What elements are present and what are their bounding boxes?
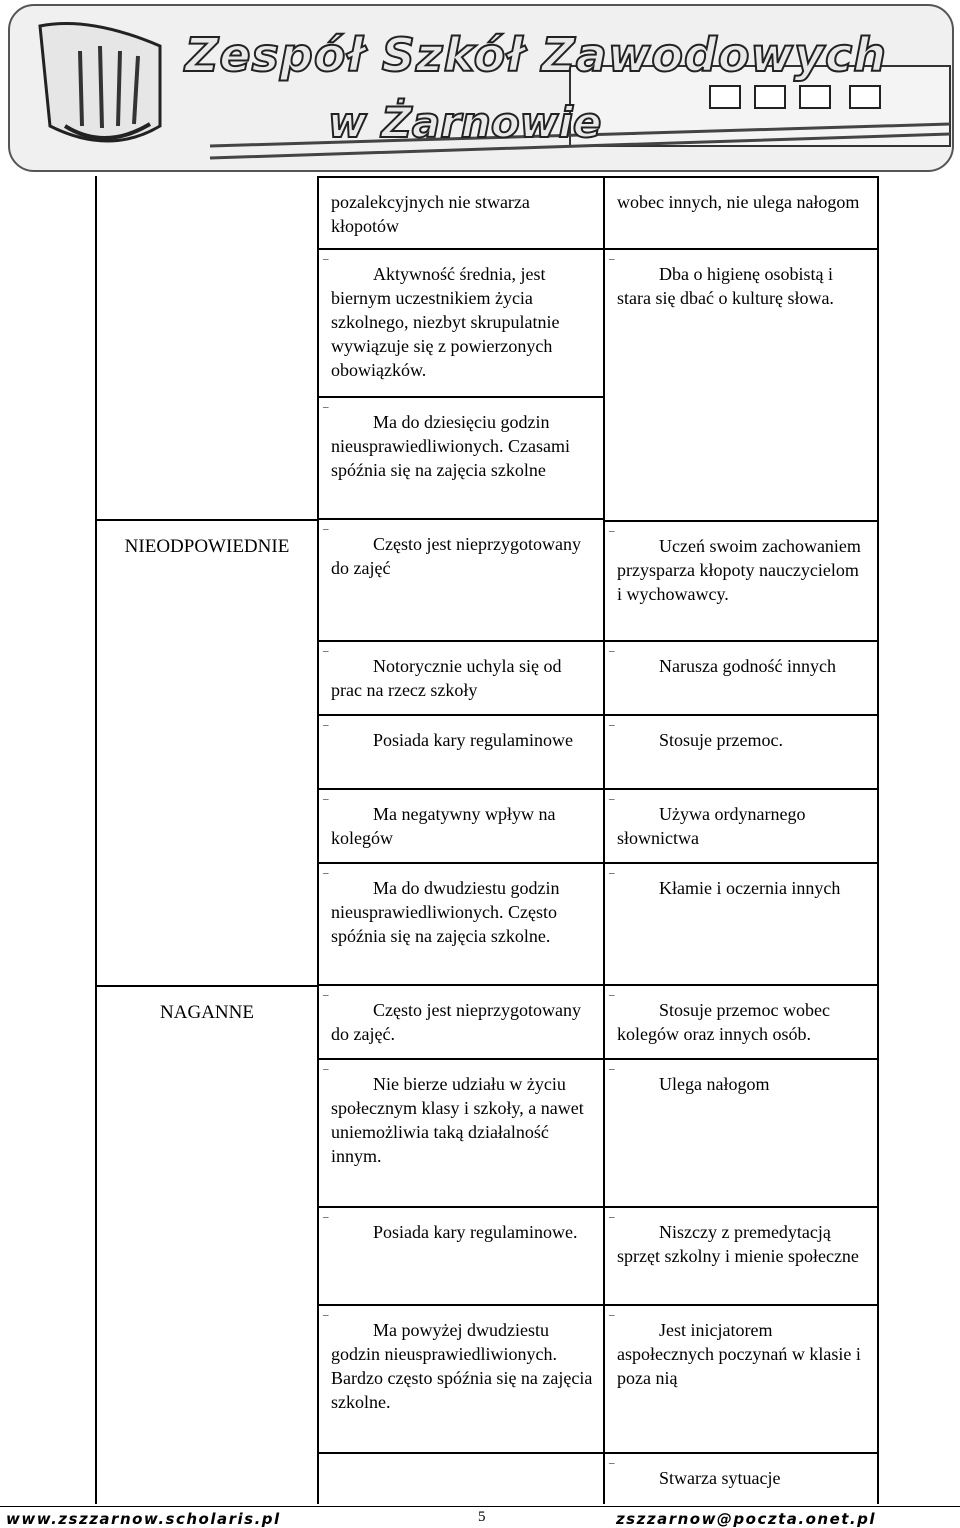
table-cell-item xyxy=(605,790,877,864)
cell-text: Ma do dwudziestu godzin nieusprawiedliwionych. Często spóźnia się na zajęcia szkolne. xyxy=(331,878,560,946)
dash-bullet-icon: – xyxy=(323,793,329,805)
table-cell-item xyxy=(605,1454,877,1504)
dash-bullet-icon: – xyxy=(609,989,615,1001)
attitude-cell xyxy=(604,520,878,986)
cell-text: pozalekcyjnych nie stwarza kłopotów xyxy=(331,192,530,236)
table-cell-item xyxy=(605,642,877,716)
category-cell xyxy=(96,176,318,520)
table-cell-item xyxy=(605,176,877,250)
table-row xyxy=(96,520,878,986)
school-header-banner xyxy=(8,4,954,172)
dash-bullet-icon: – xyxy=(609,253,615,265)
table-cell-item xyxy=(319,1208,603,1306)
behavior-cell xyxy=(318,986,604,1504)
dash-bullet-icon: – xyxy=(323,989,329,1001)
dash-bullet-icon: – xyxy=(323,867,329,879)
table-cell-item xyxy=(319,398,603,520)
table-cell-item xyxy=(605,250,877,520)
dash-bullet-icon: – xyxy=(323,523,329,535)
footer-divider xyxy=(0,1506,960,1507)
table-cell-item xyxy=(319,864,603,986)
table-cell-item xyxy=(319,1454,603,1504)
dash-bullet-icon: – xyxy=(609,867,615,879)
cell-text: Nie bierze udziału w życiu społecznym klasy i szkoły, a nawet uniemożliwia taką działalność innym. xyxy=(331,1074,584,1166)
cell-text: Notorycznie uchyla się od prac na rzecz szkoły xyxy=(331,656,562,700)
school-name-line2: w Żarnowie xyxy=(328,98,602,147)
cell-text: Często jest nieprzygotowany do zajęć. xyxy=(331,1000,581,1044)
cell-text: Stwarza sytuacje xyxy=(659,1468,781,1488)
table-cell-item xyxy=(605,1306,877,1454)
dash-bullet-icon: – xyxy=(609,1309,615,1321)
table-cell-item xyxy=(319,790,603,864)
school-name-line1: Zespół Szkół Zawodowych xyxy=(185,28,887,82)
behavior-cell xyxy=(318,520,604,986)
cell-text: Często jest nieprzygotowany do zajęć xyxy=(331,534,581,578)
dash-bullet-icon: – xyxy=(323,1211,329,1223)
category-label: NAGANNE xyxy=(160,1002,254,1023)
table-cell-item xyxy=(319,520,603,642)
table-cell-item xyxy=(605,716,877,790)
cell-text: Posiada kary regulaminowe xyxy=(373,730,573,750)
dash-bullet-icon: – xyxy=(609,793,615,805)
cell-text: Ma do dziesięciu godzin nieusprawiedliwionych. Czasami spóźnia się na zajęcia szkolne xyxy=(331,412,570,480)
table-cell-item xyxy=(319,986,603,1060)
dash-bullet-icon: – xyxy=(323,645,329,657)
cell-text: Używa ordynarnego słownictwa xyxy=(617,804,806,848)
table-cell-item xyxy=(605,1208,877,1306)
cell-text: Niszczy z premedytacją sprzęt szkolny i mienie społeczne xyxy=(617,1222,859,1266)
dash-bullet-icon: – xyxy=(323,719,329,731)
cell-text: Jest inicjatorem aspołecznych poczynań w klasie i poza nią xyxy=(617,1320,861,1388)
category-cell xyxy=(96,986,318,1504)
dash-bullet-icon: – xyxy=(323,1309,329,1321)
cell-text: Stosuje przemoc wobec kolegów oraz innych osób. xyxy=(617,1000,830,1044)
table-row xyxy=(96,986,878,1504)
table-cell-item xyxy=(319,250,603,398)
cell-text: Ulega nałogom xyxy=(659,1074,770,1094)
table-cell-item xyxy=(605,520,877,642)
dash-bullet-icon: – xyxy=(609,645,615,657)
cell-text: Uczeń swoim zachowaniem przysparza kłopoty nauczycielom i wychowawcy. xyxy=(617,536,861,604)
table-cell-item xyxy=(319,1306,603,1454)
attitude-cell xyxy=(604,986,878,1504)
category-cell xyxy=(96,520,318,986)
attitude-cell xyxy=(604,176,878,520)
dash-bullet-icon: – xyxy=(609,719,615,731)
cell-text: Aktywność średnia, jest biernym uczestnikiem życia szkolnego, niezbyt skrupulatnie wywiązuje się z powierzonych obowiązków. xyxy=(331,264,560,380)
page-footer xyxy=(0,1506,960,1528)
behavior-criteria-table xyxy=(95,176,879,1504)
cell-text: Ma negatywny wpływ na kolegów xyxy=(331,804,556,848)
table-cell-item xyxy=(605,864,877,986)
cell-text: Narusza godność innych xyxy=(659,656,836,676)
table-cell-item xyxy=(319,1060,603,1208)
footer-website-link[interactable]: www.zszzarnow.scholaris.pl xyxy=(6,1510,281,1528)
category-label: NIEODPOWIEDNIE xyxy=(124,536,290,557)
table-cell-item xyxy=(319,642,603,716)
cell-text: Posiada kary regulaminowe. xyxy=(373,1222,578,1242)
cell-text: Dba o higienę osobistą i stara się dbać o kulturę słowa. xyxy=(617,264,834,308)
page-number: 5 xyxy=(478,1509,486,1525)
table-cell-item xyxy=(319,716,603,790)
table-row xyxy=(96,176,878,520)
dash-bullet-icon: – xyxy=(609,1063,615,1075)
cell-text: Ma powyżej dwudziestu godzin nieusprawiedliwionych. Bardzo często spóźnia się na zajęcia szkolne. xyxy=(331,1320,593,1412)
dash-bullet-icon: – xyxy=(323,1063,329,1075)
dash-bullet-icon: – xyxy=(609,1211,615,1223)
dash-bullet-icon: – xyxy=(323,253,329,265)
behavior-cell xyxy=(318,176,604,520)
table-cell-item xyxy=(605,1060,877,1208)
dash-bullet-icon: – xyxy=(323,401,329,413)
table-cell-item xyxy=(605,986,877,1060)
dash-bullet-icon: – xyxy=(609,525,615,537)
dash-bullet-icon: – xyxy=(609,1457,615,1469)
cell-text: wobec innych, nie ulega nałogom xyxy=(617,192,860,212)
footer-email-link[interactable]: zszzarnow@poczta.onet.pl xyxy=(615,1510,876,1528)
cell-text: Stosuje przemoc. xyxy=(659,730,783,750)
cell-text: Kłamie i oczernia innych xyxy=(659,878,841,898)
table-cell-item xyxy=(319,176,603,250)
